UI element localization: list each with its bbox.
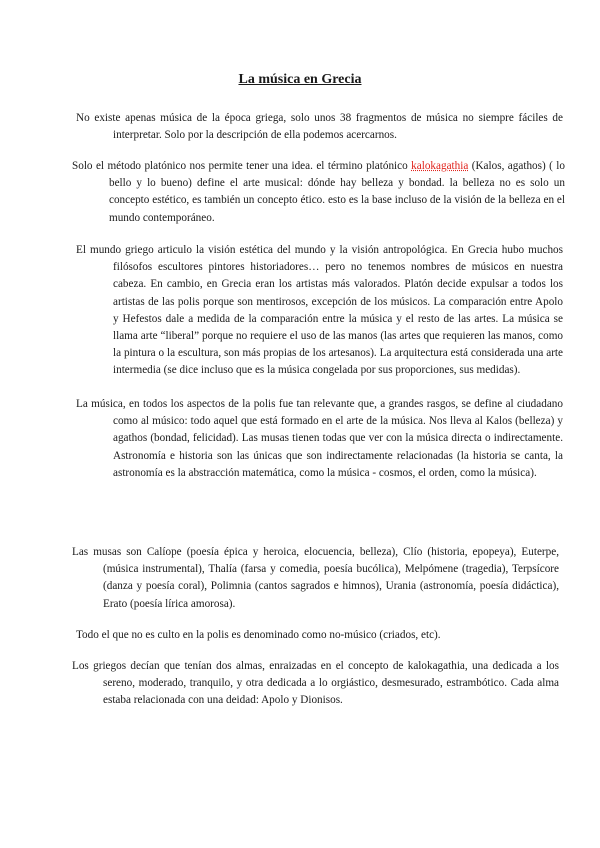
paragraph-platonic-method	[72, 158, 565, 227]
paragraph-intro: No existe apenas música de la época griega, solo unos 38 fragmentos de música no siempre fáciles de interpretar. Solo por la descripción de ella podemos acercarnos.	[76, 112, 563, 142]
page-title: La música en Grecia	[238, 72, 362, 87]
paragraph-music-polis: La música, en todos los aspectos de la polis fue tan relevante que, a grandes rasgos, se define al ciudadano como al músico: todo aquel que está formado en el arte de la música. Nos lleva al Kalos (belleza) y agathos (bondad, felicidad). Las musas tienen todas que ver con la música directa o indirectamente. Astronomía e historia son las únicas que son indirectamente relacionadas (la historia se canta, la astronomía es la abstracción matemática, como la música - cosmos, el orden, como la música).	[76, 398, 563, 479]
paragraph-text: Solo el método platónico nos permite tener una idea. el término platónico	[72, 160, 412, 172]
paragraph-text: (Kalos, agathos) ( lo bello y lo bueno) define el arte musical: dónde hay belleza y bondad. la belleza no es solo un concepto estético, es también un concepto ético. esto es la base incluso de la visión de la belleza en el mundo contemporáneo.	[109, 160, 566, 224]
paragraph-non-musician: Todo el que no es culto en la polis es denominado como no-músico (criados, etc).	[76, 629, 441, 641]
paragraph-two-souls: Los griegos decían que tenían dos almas, enraizadas en el concepto de kalokagathia, una dedicada a los sereno, moderado, tranquilo, y otra dedicada a lo orgiástico, desmesurado, estrambótico. Cada alma estaba relacionada con una deidad: Apolo y Dionisos.	[72, 660, 559, 707]
kalokagathia-term: kalokagathia	[411, 160, 469, 172]
paragraph-muses: Las musas son Calíope (poesía épica y heroica, elocuencia, belleza), Clío (historia, epopeya), Euterpe, (música instrumental), Thalía (farsa y comedia, poesía bucólica), Melpómene (tragedia), Terpsícore (danza y poesía coral), Polimnia (cantos sagrados e himnos), Urania (astronomía, poesía didáctica), Erato (poesía lírica amorosa).	[72, 546, 559, 610]
paragraph-greek-world: El mundo griego articulo la visión estética del mundo y la visión antropológica. En Grecia hubo muchos filósofos escultores pintores historiadores… pero no tenemos nombres de músicos en nuestra cabeza. En cambio, en Grecia eran los artistas más valorados. Platón decide expulsar a todos los artistas de las polis porque son mentirosos, excepción de los músicos. La comparación entre Apolo y Hefestos dale a medida de la comparación entre la música y el resto de las artes. La música se llama arte “liberal” porque no requiere el uso de las manos (las artes que requieren las manos, como la pintura o la escultura, son más propias de los artesanos). La arquitectura está considerada una arte intermedia (se dice incluso que es la música congelada por sus proporciones, sus medidas).	[76, 244, 563, 377]
